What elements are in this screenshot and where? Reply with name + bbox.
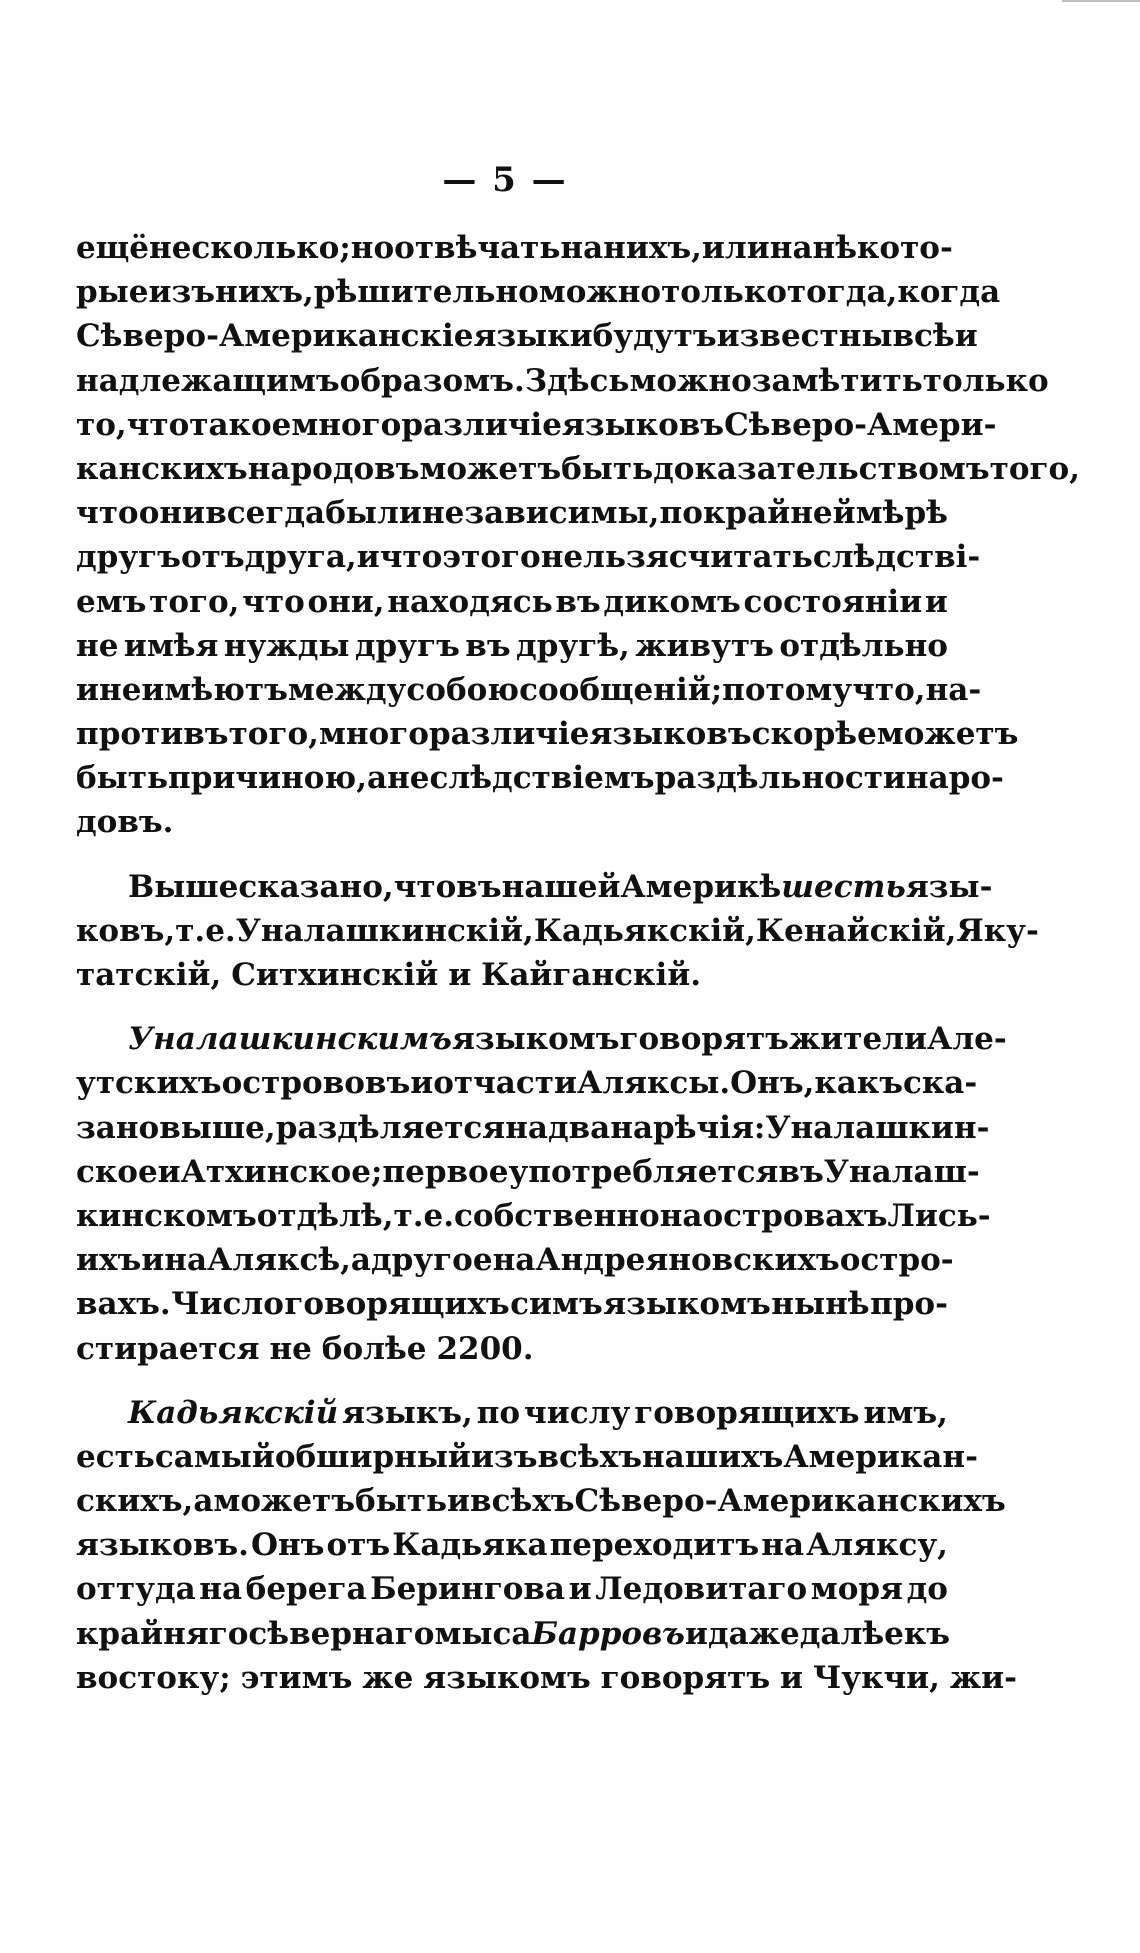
- word: рые: [76, 274, 149, 311]
- word: можетъ: [876, 716, 1019, 753]
- word: Кадьякскій: [128, 1394, 339, 1431]
- word: оттуда: [76, 1571, 196, 1608]
- text-line: [76, 314, 978, 358]
- word: нашей: [501, 868, 621, 905]
- word: островахъ: [702, 1197, 888, 1234]
- word: Аляксу,: [806, 1527, 948, 1564]
- word: и: [141, 1242, 165, 1279]
- word: всѣхъ: [470, 1483, 575, 1520]
- text-line: [76, 1435, 978, 1479]
- word: только: [661, 274, 787, 311]
- word: быть: [561, 450, 654, 487]
- word: народовъ: [247, 450, 420, 487]
- word: всѣхъ: [537, 1438, 642, 1475]
- word: е.: [205, 912, 236, 949]
- word: Здѣсь: [524, 362, 630, 399]
- word: всегда: [205, 495, 326, 532]
- word: нихъ,: [603, 230, 702, 266]
- word: надлежащимъ: [76, 362, 340, 399]
- word: сообщеній;: [519, 671, 723, 708]
- word: емъ: [76, 583, 147, 620]
- text-line: [76, 491, 948, 535]
- word: ещё: [76, 230, 149, 266]
- word: утскихъ: [76, 1065, 222, 1102]
- word: доказательствомъ: [653, 450, 990, 487]
- text-line: [76, 1656, 1018, 1700]
- word: шесть: [781, 868, 906, 905]
- word: слѣдстві-: [812, 539, 981, 576]
- word: Онъ: [250, 1527, 325, 1564]
- word: языкомъ: [603, 1286, 771, 1323]
- word: Сѣверо-Амери-: [724, 406, 997, 443]
- word: Але-: [927, 1021, 1007, 1058]
- text-line: [76, 359, 1049, 403]
- word: не: [76, 627, 119, 664]
- text-line: [76, 1238, 954, 1282]
- word: Американ-: [783, 1438, 978, 1475]
- word: раздѣляется: [275, 1109, 506, 1146]
- word: Америкѣ: [620, 868, 782, 905]
- word: другъ: [76, 539, 181, 576]
- paragraph-gap: [76, 1371, 948, 1391]
- word: а: [193, 1483, 214, 1520]
- word: живутъ: [635, 627, 774, 664]
- word: Аляксы.: [576, 1065, 731, 1102]
- word: на: [505, 1109, 548, 1146]
- word: на: [164, 1242, 208, 1279]
- word: Ледовитаго: [595, 1571, 808, 1608]
- word: рѣшительно: [313, 274, 539, 311]
- word: первое: [382, 1153, 509, 1190]
- text-line: [76, 800, 948, 844]
- word: и: [924, 583, 948, 620]
- word: къ: [903, 1615, 951, 1652]
- page-edge-rule: [1062, 0, 1140, 2]
- word: въ: [555, 583, 601, 620]
- word: Число: [171, 1286, 284, 1323]
- word: наро-: [905, 760, 1004, 797]
- word: говорятъ: [619, 1021, 789, 1058]
- word: Кадьяка: [392, 1527, 548, 1564]
- word: считать: [668, 539, 813, 576]
- page-number: — 5 —: [442, 160, 568, 200]
- word: изъ: [148, 274, 216, 311]
- word: отдѣлѣ,: [256, 1197, 394, 1234]
- word: и: [954, 318, 978, 355]
- word: т.: [175, 912, 206, 949]
- word: по: [659, 495, 703, 532]
- word: отвѣчать: [394, 230, 561, 266]
- word: далѣе: [799, 1615, 904, 1652]
- word: Сѣверо-Американскихъ: [574, 1483, 1006, 1520]
- word: востоку;: [76, 1659, 231, 1696]
- word: мыса: [434, 1615, 532, 1652]
- word: но: [350, 230, 395, 266]
- word: на: [761, 1527, 805, 1564]
- paragraph-gap: [76, 997, 948, 1017]
- word: въ: [456, 868, 502, 905]
- word: того,: [989, 450, 1081, 487]
- word: отчасти: [433, 1065, 577, 1102]
- word: сѣвернаго: [248, 1615, 435, 1652]
- word: Уналашкинскій,: [235, 912, 534, 949]
- word: про-: [870, 1286, 948, 1323]
- body-text: [76, 226, 1081, 1700]
- word: Кадьякскій,: [533, 912, 756, 949]
- word: говорящихъ: [284, 1286, 510, 1323]
- word: скорѣе: [751, 716, 877, 753]
- word: только: [922, 362, 1049, 399]
- word: язы-: [905, 868, 993, 905]
- word: известны: [716, 318, 893, 355]
- word: что: [126, 406, 190, 443]
- word: слѣдствіемъ: [429, 760, 655, 797]
- word: ское: [76, 1153, 158, 1190]
- word: по: [476, 1394, 521, 1431]
- word: можетъ: [213, 1483, 356, 1520]
- word: стирается: [76, 1330, 260, 1367]
- word: что: [76, 495, 139, 532]
- word: собственно: [454, 1197, 660, 1234]
- word: будутъ: [592, 318, 717, 355]
- word: на: [769, 230, 813, 266]
- word: состояніи: [743, 583, 923, 620]
- word: Аляксѣ,: [207, 1242, 351, 1279]
- word: Андреяновскихъ: [535, 1242, 840, 1279]
- paragraph: [76, 1391, 1018, 1700]
- word: языковъ.: [76, 1527, 249, 1564]
- word: Сѣверо-Американскіе: [76, 318, 474, 355]
- word: Яку-: [956, 912, 1039, 949]
- word: противъ: [76, 716, 229, 753]
- word: всѣ: [892, 318, 955, 355]
- word: что: [393, 868, 457, 905]
- word: нѣкото-: [812, 230, 953, 266]
- text-line: [76, 270, 1001, 314]
- word: другѣ,: [516, 627, 630, 664]
- paragraph: [76, 1017, 1007, 1371]
- word: отъ: [180, 539, 245, 576]
- word: не: [269, 1330, 312, 1367]
- word: и: [448, 957, 472, 993]
- word: были: [325, 495, 422, 532]
- word: до: [906, 1571, 948, 1608]
- word: замѣтить: [751, 362, 923, 399]
- text-line: [76, 712, 1019, 756]
- word: и: [780, 1659, 804, 1696]
- word: Чукчи,: [812, 1659, 940, 1696]
- word: когда: [897, 274, 1001, 311]
- word: числу: [524, 1394, 631, 1431]
- word: канскихъ: [76, 450, 248, 487]
- word: т.: [393, 1197, 424, 1234]
- paragraph-gap: [76, 845, 948, 865]
- text-line: [76, 668, 982, 712]
- word: отдѣльно: [779, 627, 948, 664]
- word: языковъ: [589, 716, 752, 753]
- word: несколько;: [149, 230, 351, 266]
- word: причиною,: [168, 760, 368, 797]
- text-line: [76, 535, 981, 579]
- word: образомъ.: [339, 362, 525, 399]
- word: выше,: [159, 1109, 276, 1146]
- word: болѣе: [321, 1330, 427, 1367]
- word: языкомъ: [451, 1021, 620, 1058]
- word: этого: [442, 539, 541, 576]
- text-line: [76, 1479, 1006, 1523]
- text-line: [76, 756, 1004, 800]
- word: Кенайскій,: [755, 912, 957, 949]
- word: кинскомъ: [76, 1197, 257, 1234]
- word: этимъ: [240, 1659, 353, 1696]
- word: Онъ,: [730, 1065, 815, 1102]
- word: же: [362, 1659, 414, 1696]
- word: зано: [76, 1109, 160, 1146]
- word: нельзя: [540, 539, 669, 576]
- word: быть: [76, 760, 169, 797]
- word: употребляется: [508, 1153, 779, 1190]
- word: переходитъ: [549, 1527, 760, 1564]
- text-line: [76, 1194, 991, 1238]
- word: имѣютъ: [141, 671, 288, 708]
- word: Уналаш-: [823, 1153, 980, 1190]
- text-line: [76, 226, 953, 270]
- word: скихъ,: [76, 1483, 194, 1520]
- word: въ: [465, 627, 511, 664]
- word: а: [367, 760, 388, 797]
- word: языки: [473, 318, 593, 355]
- word: Берингова: [370, 1571, 566, 1608]
- word: Выше: [128, 868, 239, 905]
- word: въ: [778, 1153, 824, 1190]
- word: жители: [788, 1021, 928, 1058]
- word: симъ: [510, 1286, 603, 1323]
- text-line: [76, 1567, 948, 1611]
- word: друга,: [244, 539, 357, 576]
- word: и: [76, 671, 99, 708]
- word: ковъ,: [76, 912, 176, 949]
- word: потому: [722, 671, 853, 708]
- text-line: [76, 1061, 978, 1105]
- text-line: [76, 1150, 980, 1194]
- word: между: [287, 671, 407, 708]
- word: раздѣльности: [654, 760, 906, 797]
- word: можно: [629, 362, 752, 399]
- word: другъ: [354, 627, 460, 664]
- text-line: [76, 624, 948, 668]
- word: самый: [154, 1438, 275, 1475]
- word: изъ: [470, 1438, 538, 1475]
- word: что: [379, 539, 443, 576]
- word: они,: [307, 583, 385, 620]
- word: крайняго: [76, 1615, 249, 1652]
- word: быть: [355, 1483, 448, 1520]
- word: Ситхинскій: [231, 957, 439, 993]
- word: и: [356, 539, 380, 576]
- word: берега: [245, 1571, 367, 1608]
- word: Атхинское;: [180, 1153, 383, 1190]
- word: имѣя: [123, 627, 219, 664]
- word: нашихъ: [641, 1438, 784, 1475]
- text-line: [76, 447, 1081, 491]
- word: Лись-: [887, 1197, 991, 1234]
- word: и: [410, 1065, 434, 1102]
- text-line: [76, 1391, 948, 1435]
- word: острововъ: [221, 1065, 411, 1102]
- word: что,: [852, 671, 926, 708]
- word: то,: [76, 406, 127, 443]
- word: довъ.: [76, 804, 174, 841]
- word: Кайганскій.: [481, 957, 702, 993]
- word: они: [138, 495, 206, 532]
- word: и: [157, 1153, 181, 1190]
- word: нарѣчія:: [610, 1109, 766, 1146]
- word: ска-: [903, 1065, 978, 1102]
- word: языкъ,: [342, 1394, 473, 1431]
- word: Уналашкин-: [765, 1109, 990, 1146]
- word: отъ: [326, 1527, 391, 1564]
- text-line: [76, 909, 1039, 953]
- word: языкомъ: [423, 1659, 591, 1696]
- text-line: [76, 953, 948, 997]
- word: ихъ: [76, 1242, 142, 1279]
- word: на-: [925, 671, 982, 708]
- word: остро-: [839, 1242, 954, 1279]
- word: два: [547, 1109, 611, 1146]
- word: имъ,: [863, 1394, 948, 1431]
- word: или: [701, 230, 770, 266]
- word: независимы,: [421, 495, 660, 532]
- word: Уналашкинскимъ: [128, 1021, 452, 1058]
- word: не: [99, 671, 142, 708]
- word: дикомъ: [603, 583, 741, 620]
- word: не: [387, 760, 430, 797]
- word: 2200.: [436, 1330, 534, 1367]
- word: того,: [228, 716, 319, 753]
- word: е.: [423, 1197, 455, 1234]
- text-line: [76, 1327, 948, 1371]
- word: на: [560, 230, 604, 266]
- word: на: [492, 1242, 536, 1279]
- word: какъ: [814, 1065, 904, 1102]
- word: а: [350, 1242, 371, 1279]
- text-line: [76, 1282, 948, 1326]
- word: и: [568, 1571, 592, 1608]
- word: многоразличіе: [318, 716, 590, 753]
- word: на: [199, 1571, 243, 1608]
- paragraph: [76, 226, 1081, 845]
- text-line: [76, 1017, 1007, 1061]
- word: крайней: [703, 495, 856, 532]
- text-line: [76, 1612, 951, 1656]
- word: можетъ: [419, 450, 562, 487]
- word: даже: [707, 1615, 800, 1652]
- word: того,: [149, 583, 240, 620]
- text-line: [76, 403, 997, 447]
- word: татскій,: [76, 957, 222, 993]
- word: можно: [538, 274, 662, 311]
- word: нынѣ: [771, 1286, 870, 1323]
- word: говорящихъ: [634, 1394, 860, 1431]
- word: другое: [371, 1242, 493, 1279]
- word: Барровъ: [531, 1615, 685, 1652]
- text-line: [76, 1106, 990, 1150]
- word: есть: [76, 1438, 155, 1475]
- word: обширный: [274, 1438, 471, 1475]
- word: собою: [406, 671, 520, 708]
- word: находясь: [387, 583, 553, 620]
- word: моря: [810, 1571, 903, 1608]
- text-line: [76, 865, 993, 909]
- word: мѣрѣ: [855, 495, 948, 532]
- word: говорятъ: [600, 1659, 771, 1696]
- word: что: [242, 583, 305, 620]
- text-line: [76, 1523, 948, 1567]
- word: жи-: [949, 1659, 1018, 1696]
- word: вахъ.: [76, 1286, 171, 1323]
- word: и: [684, 1615, 708, 1652]
- word: и: [447, 1483, 471, 1520]
- text-line: [76, 580, 948, 624]
- word: тогда,: [786, 274, 898, 311]
- paragraph: [76, 865, 1039, 998]
- word: нужды: [223, 627, 350, 664]
- word: такое: [189, 406, 292, 443]
- word: языковъ: [561, 406, 725, 443]
- word: сказано,: [238, 868, 394, 905]
- word: многоразличіе: [291, 406, 562, 443]
- word: нихъ,: [215, 274, 314, 311]
- word: на: [659, 1197, 703, 1234]
